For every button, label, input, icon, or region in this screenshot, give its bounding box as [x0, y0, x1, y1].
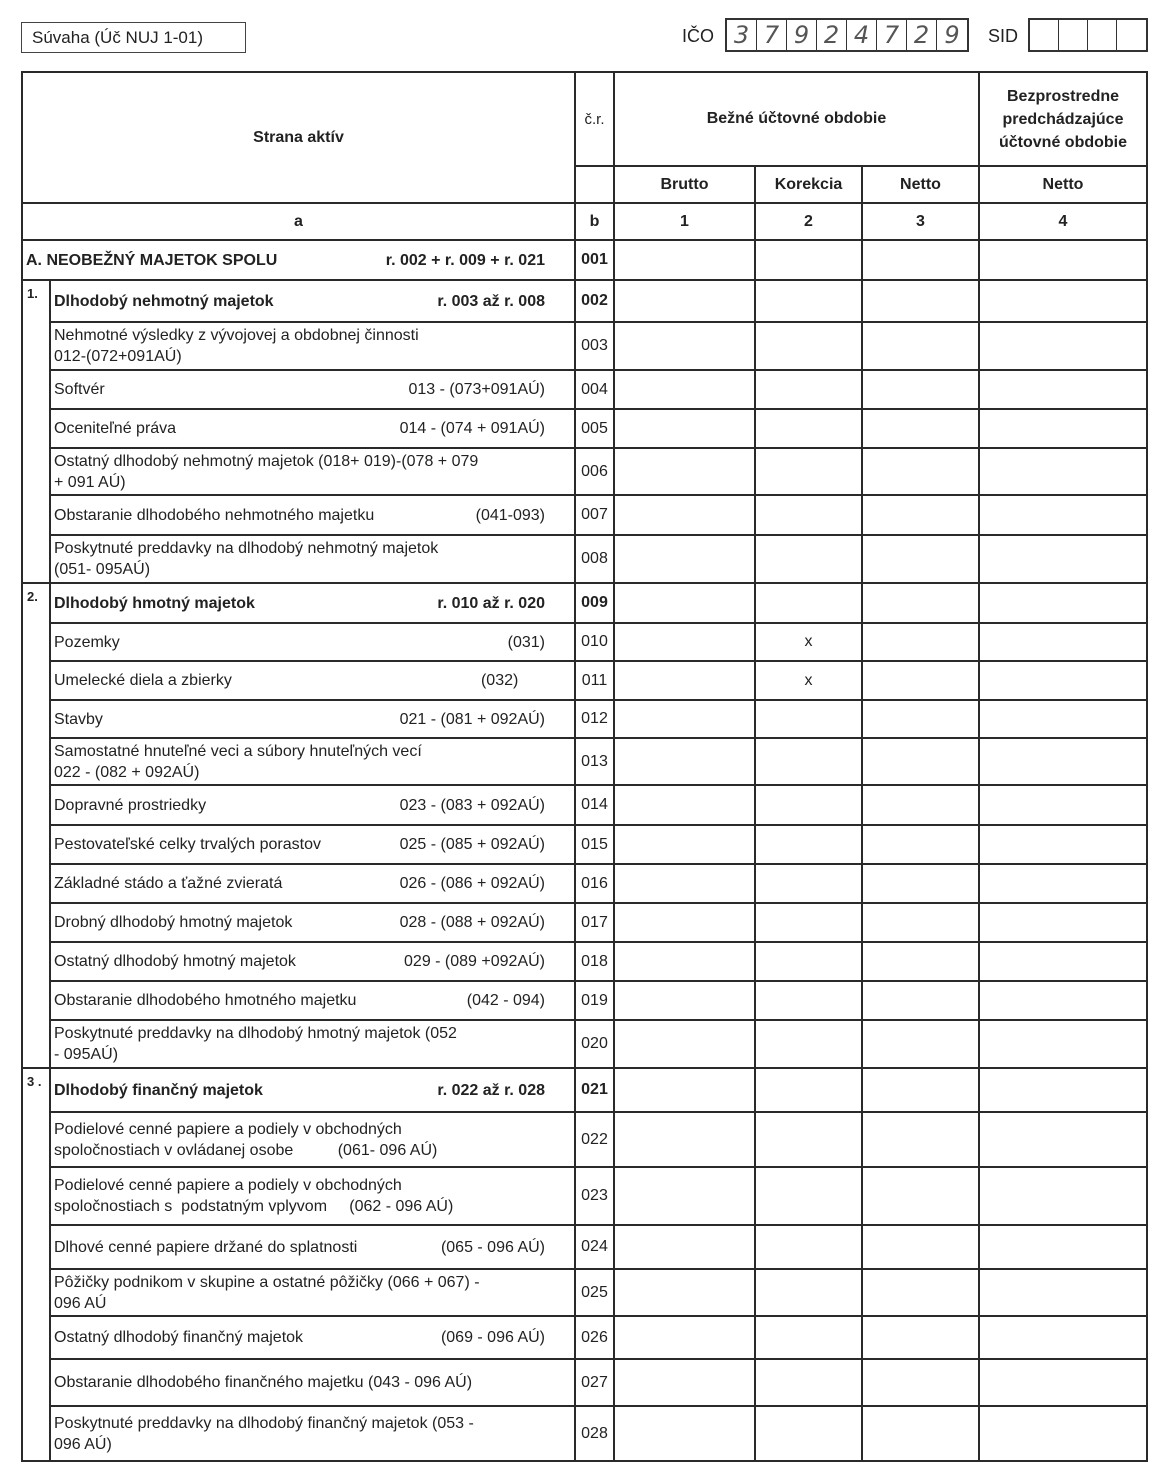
row-label-line2: spoločnostiach s podstatným vplyvom (062 - 096 AÚ): [54, 1198, 454, 1215]
row-label-line1: Podielové cenné papiere a podiely v obchodných: [54, 1177, 402, 1194]
value-cell-brutto[interactable]: [614, 1112, 755, 1167]
value-cell-netto-prev[interactable]: [979, 1112, 1147, 1167]
value-cell-brutto[interactable]: [614, 1406, 755, 1461]
row-description: [50, 785, 575, 825]
value-cell-netto[interactable]: [862, 535, 979, 583]
value-cell-netto[interactable]: [862, 903, 979, 942]
value-cell-netto[interactable]: [862, 1225, 979, 1269]
value-cell-brutto[interactable]: [614, 903, 755, 942]
value-cell-korekcia[interactable]: [755, 738, 862, 785]
value-cell-netto-prev[interactable]: [979, 583, 1147, 623]
cell-value: x: [804, 633, 813, 650]
value-cell-netto[interactable]: [862, 409, 979, 448]
value-cell-brutto[interactable]: [614, 623, 755, 661]
value-cell-netto-prev[interactable]: [979, 1225, 1147, 1269]
row-number: 011: [581, 671, 608, 689]
row-description: [50, 1068, 575, 1112]
row-formula: r. 022 až r. 028: [437, 1081, 545, 1099]
value-cell-korekcia[interactable]: [755, 1406, 862, 1461]
value-cell-netto-prev[interactable]: [979, 738, 1147, 785]
value-cell-netto-prev[interactable]: [979, 1406, 1147, 1461]
grid-hline: [50, 494, 1148, 496]
value-cell-korekcia[interactable]: [755, 1225, 862, 1269]
value-cell-brutto[interactable]: [614, 864, 755, 903]
row-formula: (042 - 094): [466, 992, 545, 1009]
grid-hline: [50, 369, 1148, 371]
grid-hline: [50, 1224, 1148, 1226]
row-number: 020: [581, 1035, 608, 1052]
row-label: Umelecké diela a zbierky: [54, 672, 232, 689]
row-number: 010: [581, 633, 608, 650]
grid-hline: [50, 1405, 1148, 1407]
row-label: Obstaranie dlhodobého finančného majetku (043 - 096 AÚ): [54, 1374, 473, 1391]
row-label: Dlhové cenné papiere držané do splatnosti: [54, 1238, 358, 1256]
value-cell-korekcia[interactable]: [755, 1167, 862, 1225]
row-number: 024: [581, 1238, 608, 1255]
header-korekcia: Korekcia: [774, 175, 843, 193]
row-formula: (069 - 096 AÚ): [440, 1329, 545, 1346]
row-number: 016: [581, 874, 608, 892]
value-cell-netto[interactable]: [862, 1167, 979, 1225]
row-description: [50, 1359, 575, 1406]
row-number: 021: [581, 1081, 608, 1098]
value-cell-netto[interactable]: [862, 1112, 979, 1167]
section-number: 2.: [27, 589, 38, 604]
row-description: [50, 903, 575, 942]
value-cell-brutto[interactable]: [614, 1068, 755, 1112]
row-formula: 026 - (086 + 092AÚ): [399, 875, 545, 892]
header-netto-prev: Netto: [1042, 175, 1084, 193]
value-cell-netto-prev[interactable]: [979, 981, 1147, 1020]
value-cell-netto-prev[interactable]: [979, 535, 1147, 583]
grid-hline: [50, 447, 1148, 449]
value-cell-netto-prev[interactable]: [979, 1020, 1147, 1068]
row-label: Stavby: [54, 710, 103, 728]
row-label-line1: Poskytnuté preddavky na dlhodobý finančný majetok (053 -: [54, 1414, 474, 1432]
value-cell-netto-prev[interactable]: [979, 1269, 1147, 1316]
ico-digit[interactable]: 4: [847, 20, 877, 50]
row-label-line1: Pôžičky podnikom v skupine a ostatné pôžičky (066 + 067) -: [54, 1273, 480, 1291]
value-cell-netto[interactable]: [862, 700, 979, 738]
value-cell-netto[interactable]: [862, 785, 979, 825]
row-description: [50, 1269, 575, 1316]
value-cell-netto[interactable]: [862, 1020, 979, 1068]
row-description: [50, 623, 575, 661]
row-number: 017: [581, 913, 608, 931]
grid-hline: [50, 534, 1148, 536]
value-cell-netto[interactable]: [862, 448, 979, 495]
row-formula: (031): [507, 633, 545, 651]
grid-hline: [50, 1019, 1148, 1021]
row-formula: 014 - (074 + 091AÚ): [399, 420, 545, 437]
row-label: Ostatný dlhodobý finančný majetok: [54, 1329, 304, 1346]
row-number: 013: [581, 752, 608, 770]
row-number: 003: [581, 337, 608, 354]
value-cell-netto[interactable]: [862, 280, 979, 322]
value-cell-brutto[interactable]: [614, 1167, 755, 1225]
value-cell-brutto[interactable]: [614, 448, 755, 495]
row-description: [50, 1167, 575, 1225]
value-cell-netto[interactable]: [862, 370, 979, 409]
row-number: 007: [581, 506, 608, 523]
sid-label: SID: [988, 26, 1019, 46]
row-formula: 028 - (088 + 092AÚ): [399, 914, 545, 931]
form-id-label: Súvaha (Úč NUJ 1-01): [21, 22, 246, 53]
col-label-a: a: [294, 212, 303, 230]
row-description: [50, 1316, 575, 1359]
value-cell-brutto[interactable]: [614, 661, 755, 700]
grid-hline: [50, 1358, 1148, 1360]
row-description: [50, 942, 575, 981]
value-cell-korekcia[interactable]: [755, 240, 862, 280]
value-cell-korekcia[interactable]: [755, 825, 862, 864]
row-description: [50, 825, 575, 864]
row-formula: (065 - 096 AÚ): [440, 1238, 545, 1256]
row-label-line1: Poskytnuté preddavky na dlhodobý nehmotný majetok: [54, 540, 439, 557]
value-cell-netto-prev[interactable]: [979, 825, 1147, 864]
row-label-line1: Samostatné hnuteľné veci a súbory hnuteľných vecí: [54, 742, 422, 760]
grid-vline: [574, 71, 576, 1462]
value-cell-brutto[interactable]: [614, 785, 755, 825]
value-cell-netto[interactable]: [862, 1068, 979, 1112]
row-number: 009: [581, 594, 608, 611]
row-label-line2: (051- 095AÚ): [54, 561, 151, 578]
row-description: [50, 495, 575, 535]
col-label-3: 3: [916, 212, 925, 230]
row-formula: 013 - (073+091AÚ): [408, 381, 545, 398]
row-formula: r. 002 + r. 009 + r. 021: [385, 251, 545, 269]
row-description: [50, 738, 575, 785]
value-cell-netto[interactable]: [862, 240, 979, 280]
row-description: [50, 1112, 575, 1167]
value-cell-korekcia[interactable]: [755, 661, 862, 700]
grid-hline: [50, 1111, 1148, 1113]
header-predch-line3: účtovné obdobie: [999, 133, 1127, 151]
value-cell-netto-prev[interactable]: [979, 448, 1147, 495]
value-cell-netto-prev[interactable]: [979, 495, 1147, 535]
grid-hline: [50, 737, 1148, 739]
row-label: Ostatný dlhodobý hmotný majetok: [54, 953, 296, 970]
grid-hline: [50, 321, 1148, 323]
value-cell-brutto[interactable]: [614, 738, 755, 785]
row-number: 019: [581, 991, 608, 1009]
value-cell-korekcia[interactable]: [755, 623, 862, 661]
value-cell-netto-prev[interactable]: [979, 942, 1147, 981]
row-label: A. NEOBEŽNÝ MAJETOK SPOLU: [26, 251, 278, 269]
row-label-line2: spoločnostiach v ovládanej osobe (061- 096 AÚ): [54, 1141, 438, 1159]
row-label: Dlhodobý hmotný majetok: [54, 594, 255, 612]
value-cell-korekcia[interactable]: [755, 322, 862, 370]
row-formula: (041-093): [475, 506, 545, 524]
value-cell-brutto[interactable]: [614, 981, 755, 1020]
col-label-1: 1: [680, 212, 689, 230]
value-cell-netto[interactable]: [862, 825, 979, 864]
row-formula: (032): [480, 672, 545, 689]
row-label: Dlhodobý nehmotný majetok: [54, 292, 274, 310]
grid-hline: [50, 941, 1148, 943]
row-formula: 025 - (085 + 092AÚ): [399, 836, 545, 853]
grid-hline: [50, 622, 1148, 624]
row-description: [50, 1225, 575, 1269]
value-cell-netto[interactable]: [862, 583, 979, 623]
row-label-line1: Poskytnuté preddavky na dlhodobý hmotný majetok (052: [54, 1025, 457, 1042]
row-description: [50, 448, 575, 495]
row-label: Dlhodobý finančný majetok: [54, 1081, 263, 1099]
grid-hline: [50, 824, 1148, 826]
value-cell-korekcia[interactable]: [755, 785, 862, 825]
col-label-b: b: [589, 212, 600, 230]
value-cell-korekcia[interactable]: [755, 1068, 862, 1112]
grid-hline: [50, 660, 1148, 662]
value-cell-brutto[interactable]: [614, 1225, 755, 1269]
value-cell-korekcia[interactable]: [755, 280, 862, 322]
value-cell-brutto[interactable]: [614, 409, 755, 448]
value-cell-korekcia[interactable]: [755, 1020, 862, 1068]
row-number: 025: [581, 1283, 608, 1301]
row-number: 001: [581, 251, 608, 268]
grid-hline: [50, 1166, 1148, 1168]
row-label-line2: + 091 AÚ): [54, 473, 126, 491]
value-cell-korekcia[interactable]: [755, 535, 862, 583]
row-description: [50, 1406, 575, 1461]
value-cell-netto-prev[interactable]: [979, 370, 1147, 409]
row-label-line2: 022 - (082 + 092AÚ): [54, 763, 200, 781]
value-cell-netto-prev[interactable]: [979, 661, 1147, 700]
ico-digit[interactable]: 3: [727, 20, 757, 50]
ico-digit[interactable]: 7: [877, 20, 907, 50]
row-label: Základné stádo a ťažné zvieratá: [54, 875, 283, 892]
row-number: 006: [581, 462, 608, 480]
row-description: [50, 535, 575, 583]
ico-digit[interactable]: 9: [787, 20, 817, 50]
value-cell-netto[interactable]: [862, 661, 979, 700]
grid-vline: [613, 71, 615, 1462]
value-cell-netto-prev[interactable]: [979, 700, 1147, 738]
header-predch-line2: predchádzajúce: [1002, 110, 1124, 128]
grid-vline: [861, 165, 863, 1462]
row-label: Obstaranie dlhodobého hmotného majetku: [54, 992, 357, 1009]
value-cell-netto[interactable]: [862, 322, 979, 370]
row-label-line1: Ostatný dlhodobý nehmotný majetok (018+ 019)-(078 + 079: [54, 452, 479, 470]
row-label: Pozemky: [54, 633, 120, 651]
grid-vline: [21, 71, 23, 1462]
grid-vline: [978, 71, 980, 1462]
row-formula: 029 - (089 +092AÚ): [404, 953, 545, 970]
value-cell-korekcia[interactable]: [755, 448, 862, 495]
value-cell-korekcia[interactable]: [755, 981, 862, 1020]
row-description: [50, 370, 575, 409]
section-number: 3 .: [27, 1074, 42, 1089]
grid-vline: [1146, 71, 1148, 1462]
row-number: 026: [581, 1328, 608, 1346]
row-description: [22, 240, 575, 280]
value-cell-korekcia[interactable]: [755, 903, 862, 942]
grid-hline: [614, 165, 1148, 167]
value-cell-brutto[interactable]: [614, 280, 755, 322]
row-description: [50, 583, 575, 623]
row-number: 002: [581, 292, 608, 309]
row-formula: r. 010 až r. 020: [437, 594, 545, 612]
value-cell-korekcia[interactable]: [755, 583, 862, 623]
row-number: 022: [581, 1130, 608, 1148]
row-number: 012: [581, 710, 608, 727]
value-cell-netto[interactable]: [862, 1316, 979, 1359]
value-cell-korekcia[interactable]: [755, 495, 862, 535]
value-cell-brutto[interactable]: [614, 1359, 755, 1406]
value-cell-korekcia[interactable]: [755, 409, 862, 448]
grid-hline: [50, 784, 1148, 786]
value-cell-netto-prev[interactable]: [979, 240, 1147, 280]
value-cell-brutto[interactable]: [614, 322, 755, 370]
value-cell-brutto[interactable]: [614, 1316, 755, 1359]
value-cell-brutto[interactable]: [614, 1020, 755, 1068]
row-formula: 021 - (081 + 092AÚ): [399, 710, 545, 728]
grid-vline: [49, 280, 51, 1461]
row-label-line2: 096 AÚ: [54, 1294, 107, 1312]
row-number: 004: [581, 380, 608, 398]
cell-value: x: [804, 671, 813, 689]
grid-hline: [50, 1315, 1148, 1317]
header-netto: Netto: [900, 175, 941, 193]
section-number: 1.: [27, 286, 38, 301]
value-cell-brutto[interactable]: [614, 825, 755, 864]
value-cell-netto-prev[interactable]: [979, 623, 1147, 661]
value-cell-korekcia[interactable]: [755, 1316, 862, 1359]
row-number: 015: [581, 835, 608, 853]
row-label-line2: 096 AÚ): [54, 1435, 112, 1453]
row-number: 023: [581, 1187, 608, 1204]
ico-digit[interactable]: 2: [817, 20, 847, 50]
value-cell-brutto[interactable]: [614, 700, 755, 738]
row-number: 027: [581, 1373, 608, 1391]
value-cell-netto[interactable]: [862, 623, 979, 661]
value-cell-netto[interactable]: [862, 495, 979, 535]
grid-hline: [50, 902, 1148, 904]
value-cell-korekcia[interactable]: [755, 370, 862, 409]
row-description: [50, 322, 575, 370]
value-cell-korekcia[interactable]: [755, 1359, 862, 1406]
value-cell-brutto[interactable]: [614, 1269, 755, 1316]
value-cell-brutto[interactable]: [614, 583, 755, 623]
value-cell-korekcia[interactable]: [755, 700, 862, 738]
row-label: Drobný dlhodobý hmotný majetok: [54, 914, 293, 931]
grid-hline: [50, 699, 1148, 701]
value-cell-brutto[interactable]: [614, 370, 755, 409]
header-brutto: Brutto: [660, 175, 709, 193]
row-formula: 023 - (083 + 092AÚ): [399, 796, 545, 814]
value-cell-netto-prev[interactable]: [979, 1316, 1147, 1359]
header-strana-aktiv: Strana aktív: [253, 128, 344, 146]
value-cell-netto[interactable]: [862, 864, 979, 903]
ico-digit[interactable]: 9: [944, 21, 960, 49]
grid-vline: [754, 165, 756, 1462]
value-cell-netto[interactable]: [862, 1359, 979, 1406]
row-number: 005: [581, 419, 608, 437]
row-label: Pestovateľské celky trvalých porastov: [54, 836, 321, 853]
row-description: [50, 981, 575, 1020]
value-cell-netto-prev[interactable]: [979, 409, 1147, 448]
value-cell-netto-prev[interactable]: [979, 1068, 1147, 1112]
grid-hline: [50, 1268, 1148, 1270]
row-description: [50, 864, 575, 903]
row-number: 008: [581, 550, 608, 567]
value-cell-korekcia[interactable]: [755, 864, 862, 903]
value-cell-korekcia[interactable]: [755, 942, 862, 981]
value-cell-brutto[interactable]: [614, 535, 755, 583]
row-formula: r. 003 až r. 008: [437, 292, 545, 310]
value-cell-netto[interactable]: [862, 1406, 979, 1461]
grid-hline: [50, 408, 1148, 410]
row-label-line1: Podielové cenné papiere a podiely v obchodných: [54, 1120, 402, 1138]
header-predch-line1: Bezprostredne: [1006, 87, 1120, 105]
grid-hline: [50, 980, 1148, 982]
value-cell-netto-prev[interactable]: [979, 1359, 1147, 1406]
value-cell-netto-prev[interactable]: [979, 903, 1147, 942]
row-number: 014: [581, 796, 608, 813]
row-description: [50, 1020, 575, 1068]
row-description: [50, 700, 575, 738]
value-cell-korekcia[interactable]: [755, 1112, 862, 1167]
row-label: Softvér: [54, 381, 105, 398]
value-cell-netto[interactable]: [862, 981, 979, 1020]
value-cell-netto[interactable]: [862, 738, 979, 785]
row-number: 028: [581, 1424, 608, 1442]
grid-hline: [50, 863, 1148, 865]
value-cell-netto-prev[interactable]: [979, 322, 1147, 370]
row-description: [50, 661, 575, 700]
value-cell-brutto[interactable]: [614, 495, 755, 535]
value-cell-netto-prev[interactable]: [979, 785, 1147, 825]
header-bezne-obdobie: Bežné účtovné obdobie: [706, 110, 887, 127]
col-label-4: 4: [1058, 212, 1068, 230]
header-cr: č.r.: [584, 110, 605, 128]
value-cell-netto-prev[interactable]: [979, 1167, 1147, 1225]
header-predchadzajuce-obdobie: [979, 72, 1147, 166]
row-number: 018: [581, 952, 608, 970]
value-cell-netto[interactable]: [862, 1269, 979, 1316]
value-cell-brutto[interactable]: [614, 240, 755, 280]
grid-hline: [575, 165, 614, 167]
value-cell-netto-prev[interactable]: [979, 864, 1147, 903]
col-label-2: 2: [804, 212, 813, 230]
value-cell-netto[interactable]: [862, 942, 979, 981]
row-description: [50, 409, 575, 448]
row-label-line2: 012-(072+091AÚ): [54, 348, 182, 365]
value-cell-brutto[interactable]: [614, 942, 755, 981]
ico-label: IČO: [682, 26, 715, 46]
row-label: Oceniteľné práva: [54, 420, 177, 437]
row-description: [50, 280, 575, 322]
row-label-line1: Nehmotné výsledky z vývojovej a obdobnej činnosti: [54, 327, 419, 344]
row-label: Obstaranie dlhodobého nehmotného majetku: [54, 506, 375, 524]
ico-digit[interactable]: 7: [757, 20, 787, 50]
value-cell-netto-prev[interactable]: [979, 280, 1147, 322]
row-label: Dopravné prostriedky: [54, 796, 207, 814]
row-label-line2: - 095AÚ): [54, 1046, 119, 1063]
ico-digit[interactable]: 2: [907, 20, 937, 50]
value-cell-korekcia[interactable]: [755, 1269, 862, 1316]
